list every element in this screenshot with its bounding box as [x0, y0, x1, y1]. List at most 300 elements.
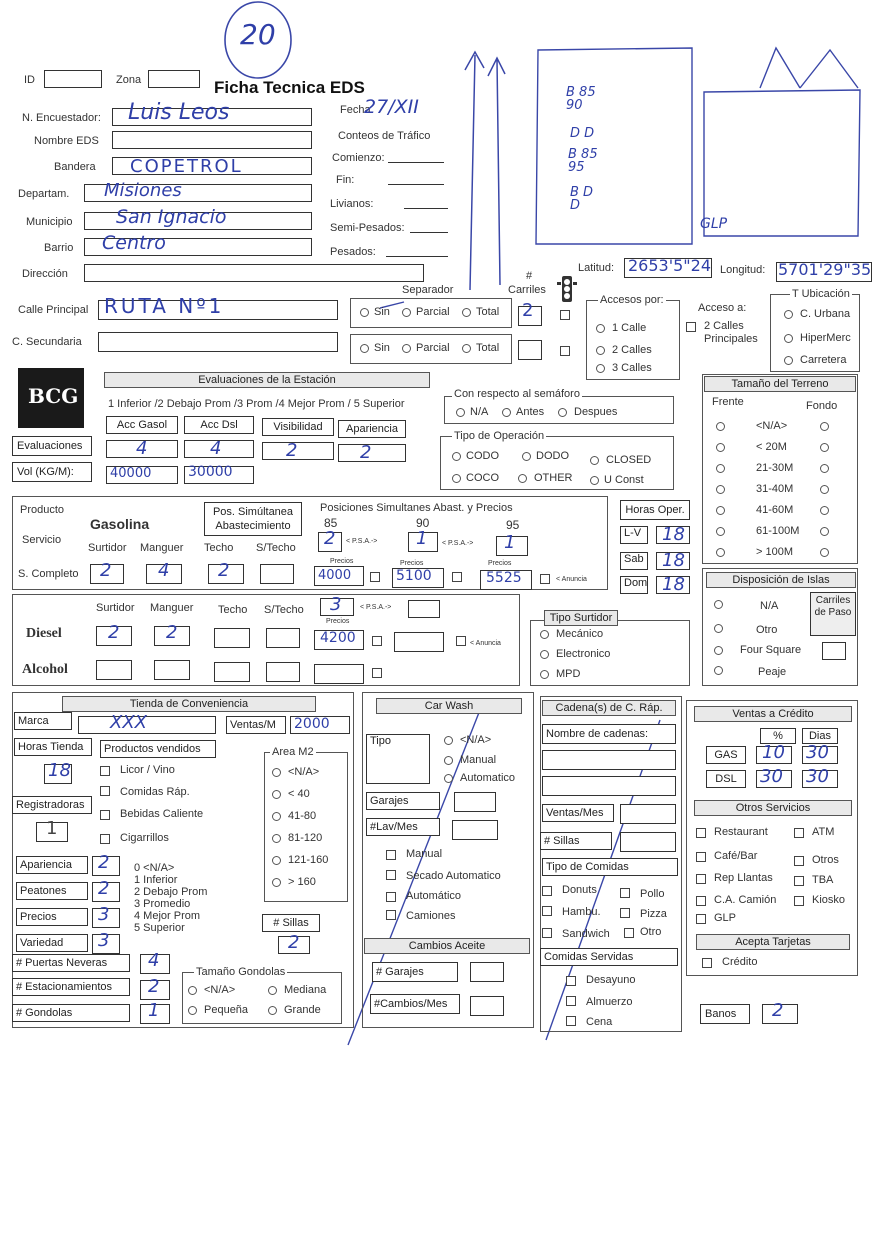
note-glp: GLP	[700, 216, 728, 232]
anuncia-label: < Anuncia	[556, 576, 587, 583]
precios-label-95: Precios	[488, 560, 512, 567]
tipo-hambu-check[interactable]	[542, 906, 552, 916]
op-codo-radio[interactable]	[452, 452, 461, 461]
terreno-size-label: <N/A>	[756, 420, 788, 432]
puertas-value: 4	[148, 950, 160, 971]
terreno-fondo-radio[interactable]	[820, 506, 829, 515]
terreno-frente-radio[interactable]	[716, 548, 725, 557]
evaluaciones-header: Evaluaciones de la Estación	[104, 372, 430, 388]
islas-peaje-label: Peaje	[758, 666, 787, 678]
horas-sab-label: Sab	[620, 552, 648, 570]
cw-auto-label: Automatico	[460, 772, 516, 784]
col-acc-dsl: Acc Dsl	[184, 416, 254, 434]
terreno-frente-radio[interactable]	[716, 464, 725, 473]
terreno-fondo-radio[interactable]	[820, 485, 829, 494]
carwash-tipo-label: Tipo	[366, 734, 430, 784]
otros-label: ATM	[812, 826, 835, 838]
otros-label: Café/Bar	[714, 850, 758, 862]
zona-label: Zona	[116, 74, 142, 86]
diesel-label: Diesel	[26, 626, 62, 641]
acceso-3-radio[interactable]	[596, 364, 605, 373]
ub-carretera-label: Carretera	[800, 354, 847, 366]
semaforo-despues-label: Despues	[574, 406, 618, 418]
horas-tienda-label: Horas Tienda	[14, 738, 92, 756]
acceso-a-check[interactable]	[686, 322, 696, 332]
diesel-col-stecho: S/Techo	[264, 604, 304, 616]
terreno-frente-label: Frente	[712, 396, 744, 408]
ub-urbana-label: C. Urbana	[800, 308, 851, 320]
productos-label: Productos vendidos	[100, 740, 216, 758]
bcg-logo-text: BCG	[28, 384, 79, 408]
sep2-parcial-radio[interactable]	[402, 344, 411, 353]
longitud-value: 5701'29"35	[778, 260, 872, 279]
s-completo-label: S. Completo	[18, 568, 79, 580]
otros-check[interactable]	[696, 852, 706, 862]
lav-field[interactable]	[452, 820, 498, 840]
credito-dsl-label: DSL	[706, 770, 746, 788]
carriles-1-check[interactable]	[560, 310, 570, 320]
ub-urbana-radio[interactable]	[784, 310, 793, 319]
surtidor-mecanico-label: Mecánico	[556, 628, 604, 640]
conteos-label: Conteos de Tráfico	[338, 130, 431, 142]
otros-label: Restaurant	[714, 826, 768, 838]
horas-sab-value: 18	[662, 550, 685, 571]
alcohol-label: Alcohol	[22, 662, 68, 677]
diesel-techo-field[interactable]	[214, 628, 250, 648]
sep1-total-radio[interactable]	[462, 308, 471, 317]
sep1-total-label: Total	[476, 306, 500, 318]
note-code-2: D D	[570, 126, 595, 141]
terreno-fondo-radio[interactable]	[820, 548, 829, 557]
evaluaciones-scale: 1 Inferior /2 Debajo Prom /3 Prom /4 Mejor Prom / 5 Superior	[108, 398, 405, 410]
otros-check[interactable]	[696, 914, 706, 924]
semaforo-na-radio[interactable]	[456, 408, 465, 417]
islas-na-radio[interactable]	[714, 600, 723, 609]
eval-visibilidad-field[interactable]	[262, 442, 334, 460]
terreno-size-label: > 100M	[756, 546, 793, 558]
anuncia-90-check[interactable]	[452, 572, 462, 582]
tipo-sandwich-label: Sandwich	[562, 928, 610, 940]
carriles-hash: #	[526, 270, 533, 282]
sep2-total-label: Total	[476, 342, 500, 354]
diesel-psa-2-field[interactable]	[408, 600, 440, 618]
anuncia-85-check[interactable]	[370, 572, 380, 582]
tipo-donuts-check[interactable]	[542, 886, 552, 896]
credito-gas-pct: 10	[762, 742, 785, 763]
sep1-parcial-label: Parcial	[416, 306, 450, 318]
islas-peaje-radio[interactable]	[714, 666, 723, 675]
surtidor-mecanico-radio[interactable]	[540, 630, 549, 639]
otros-label: Kiosko	[812, 894, 846, 906]
op-uconst-label: U Const	[604, 474, 644, 486]
credito-gas-label: GAS	[706, 746, 746, 764]
cw-na-radio[interactable]	[444, 736, 453, 745]
municipio-value: San Ignacio	[116, 206, 227, 228]
islas-header: Disposición de Islas	[706, 572, 856, 588]
area-option-label: < 40	[288, 788, 310, 800]
separador-label: Separador	[402, 284, 454, 296]
tipo-pollo-check[interactable]	[620, 888, 630, 898]
tam-pequena-radio[interactable]	[188, 1006, 197, 1015]
acceso-3-label: 3 Calles	[612, 362, 652, 374]
ventas-label: Ventas/M	[226, 716, 286, 734]
gasolina-label: Gasolina	[90, 516, 150, 532]
id-label: ID	[24, 74, 35, 86]
prod-licor-check[interactable]	[100, 766, 110, 776]
col-stecho: S/Techo	[256, 542, 296, 554]
diesel-anuncia-label: < Anuncia	[470, 640, 501, 647]
puertas-label: # Puertas Neveras	[12, 954, 130, 972]
cw-serv-camiones-check[interactable]	[386, 910, 396, 920]
rating-row-label: Peatones	[16, 882, 88, 900]
tipo-pollo-label: Pollo	[640, 888, 665, 900]
tam-grande-label: Grande	[284, 1004, 321, 1016]
tam-grande-radio[interactable]	[268, 1006, 277, 1015]
ub-hipermerc-radio[interactable]	[784, 334, 793, 343]
horas-lv-label: L-V	[620, 526, 648, 544]
otros-check[interactable]	[794, 896, 804, 906]
note-code-3: B 85 95	[568, 147, 598, 175]
serv-almuerzo-label: Almuerzo	[586, 996, 633, 1008]
rating-value: 3	[98, 904, 110, 925]
otros-check[interactable]	[794, 828, 804, 838]
acceso-2-label: 2 Calles	[612, 344, 652, 356]
pesados-label: Pesados:	[330, 246, 376, 258]
islas-foursquare-label: Four Square	[740, 644, 802, 656]
cw-serv-secado-check[interactable]	[386, 870, 396, 880]
pesados-line[interactable]	[386, 256, 448, 257]
alcohol-anuncia-check[interactable]	[372, 668, 382, 678]
otros-check[interactable]	[696, 896, 706, 906]
prod-cigarrillos-check[interactable]	[100, 834, 110, 844]
otros-servicios-header: Otros Servicios	[694, 800, 852, 816]
anuncia-95-check[interactable]	[540, 574, 550, 584]
tipo-sandwich-check[interactable]	[542, 928, 552, 938]
rating-row-label: Precios	[16, 908, 88, 926]
sc-stecho-field[interactable]	[260, 564, 294, 584]
diesel-anuncia-check[interactable]	[372, 636, 382, 646]
sep1-sin-radio[interactable]	[360, 308, 369, 317]
municipio-label: Municipio	[26, 216, 73, 228]
diesel-stecho-field[interactable]	[266, 628, 300, 648]
cadena-tipo-label: Tipo de Comidas	[542, 858, 678, 876]
operacion-label: Tipo de Operación	[454, 430, 545, 442]
col-techo: Techo	[204, 542, 234, 554]
alcohol-surtidor-field[interactable]	[96, 660, 132, 680]
accesos-label: Accesos por:	[600, 294, 664, 306]
sep2-total-radio[interactable]	[462, 344, 471, 353]
terreno-size-label: 31-40M	[756, 483, 794, 495]
otros-check[interactable]	[794, 856, 804, 866]
marca-value: XXX	[110, 712, 147, 733]
note-code-4: B D D	[570, 185, 594, 213]
rating-value: 2	[98, 852, 110, 873]
terreno-fondo-radio[interactable]	[820, 527, 829, 536]
barrio-value: Centro	[102, 232, 166, 254]
octane-90: 90	[416, 516, 430, 530]
diesel-psa-value: 3	[330, 594, 342, 615]
diesel-surtidor-value: 2	[108, 622, 120, 643]
registradoras-label: Registradoras	[12, 796, 92, 814]
credito-gas-dias: 30	[806, 742, 829, 763]
tipo-pizza-check[interactable]	[620, 908, 630, 918]
diesel-price-value: 4200	[320, 630, 356, 646]
area-radio[interactable]	[272, 834, 281, 843]
eval-apariencia-field[interactable]	[338, 444, 406, 462]
serv-desayuno-check[interactable]	[566, 976, 576, 986]
terreno-frente-radio[interactable]	[716, 506, 725, 515]
serv-desayuno-label: Desayuno	[586, 974, 636, 986]
direccion-field[interactable]	[84, 264, 424, 282]
cambios-mes-field[interactable]	[470, 996, 504, 1016]
carriles-2-field[interactable]	[518, 340, 542, 360]
terreno-fondo-radio[interactable]	[820, 443, 829, 452]
cadena-nombre-1[interactable]	[542, 750, 676, 770]
vol-label: Vol (KG/M):	[12, 462, 92, 482]
cadena-sillas-field[interactable]	[620, 832, 676, 852]
marca-label: Marca	[14, 712, 72, 730]
horas-dom-label: Dom	[620, 576, 648, 594]
zona-field[interactable]	[148, 70, 200, 88]
credito-tarjeta-check[interactable]	[702, 958, 712, 968]
terreno-frente-radio[interactable]	[716, 422, 725, 431]
sc-manguer-value: 4	[158, 560, 170, 581]
tipo-otro-check[interactable]	[624, 928, 634, 938]
nombre-label: Nombre EDS	[34, 135, 99, 147]
islas-otro-radio[interactable]	[714, 624, 723, 633]
op-closed-label: CLOSED	[606, 454, 652, 466]
credito-dsl-pct: 30	[760, 766, 783, 787]
psa-90-value: 1	[416, 528, 428, 549]
otros-label: C.A. Camión	[714, 894, 777, 906]
latitud-label: Latitud:	[578, 262, 615, 274]
lav-label: #Lav/Mes	[366, 818, 440, 836]
area-radio[interactable]	[272, 812, 281, 821]
col-surtidor: Surtidor	[88, 542, 127, 554]
comienzo-line[interactable]	[388, 162, 444, 163]
tam-mediana-label: Mediana	[284, 984, 327, 996]
calle-principal-label: Calle Principal	[18, 304, 89, 316]
surtidor-label: Tipo Surtidor	[544, 610, 618, 626]
area-option-label: 81-120	[288, 832, 323, 844]
cw-serv-auto-label: Automático	[406, 890, 462, 902]
credito-pct-label: %	[760, 728, 796, 744]
op-codo-label: CODO	[466, 450, 499, 462]
otros-check[interactable]	[696, 828, 706, 838]
banos-value: 2	[772, 1000, 784, 1021]
estacionamientos-label: # Estacionamientos	[12, 978, 130, 996]
serv-almuerzo-check[interactable]	[566, 996, 576, 1006]
alcohol-price-field[interactable]	[314, 664, 364, 684]
diesel-price-2-field[interactable]	[394, 632, 444, 652]
alcohol-stecho-field[interactable]	[266, 662, 300, 682]
surtidor-mpd-label: MPD	[556, 668, 581, 680]
carwash-header: Car Wash	[376, 698, 522, 714]
area-radio[interactable]	[272, 768, 281, 777]
registradoras-value: 1	[46, 818, 58, 839]
sep2-sin-label: Sin	[374, 342, 390, 354]
col-manguer: Manguer	[140, 542, 184, 554]
comienzo-label: Comienzo:	[332, 152, 385, 164]
calle-secundaria-field[interactable]	[98, 332, 338, 352]
cambios-garajes-label: # Garajes	[372, 962, 458, 982]
servicio-label: Servicio	[22, 534, 62, 546]
op-uconst-radio[interactable]	[590, 476, 599, 485]
tam-na-label: <N/A>	[204, 984, 236, 996]
tipo-pizza-label: Pizza	[640, 908, 667, 920]
encuestador-value: Luis Leos	[128, 100, 230, 125]
scale-option-label: 2 Debajo Prom	[134, 886, 208, 898]
scale-option-label: 4 Mejor Prom	[134, 910, 201, 922]
sep2-sin-radio[interactable]	[360, 344, 369, 353]
cambios-header: Cambios Aceite	[364, 938, 530, 954]
calle-secundaria-label: C. Secundaria	[12, 336, 82, 348]
op-coco-radio[interactable]	[452, 474, 461, 483]
cadena-header: Cadena(s) de C. Ráp.	[542, 700, 676, 716]
pos-simultanea-label: Pos. Simúltanea Abastecimiento	[204, 502, 302, 536]
horas-oper-label: Horas Oper.	[620, 500, 690, 520]
gondolas-label: # Gondolas	[12, 1004, 130, 1022]
cw-serv-manual-label: Manual	[406, 848, 443, 860]
livianos-line[interactable]	[404, 208, 448, 209]
eval-acc-dsl-value: 4	[210, 438, 222, 459]
alcohol-techo-field[interactable]	[214, 662, 250, 682]
credito-dsl-dias: 30	[806, 766, 829, 787]
cw-serv-secado-label: Secado Automatico	[406, 870, 501, 882]
sep2-parcial-label: Parcial	[416, 342, 450, 354]
tipo-donuts-label: Donuts	[562, 884, 597, 896]
vol-dsl-value: 30000	[188, 464, 233, 480]
fin-line[interactable]	[388, 184, 444, 185]
surtidor-mpd-radio[interactable]	[540, 670, 549, 679]
semaforo-despues-radio[interactable]	[558, 408, 567, 417]
rating-value: 3	[98, 930, 110, 951]
id-field[interactable]	[44, 70, 102, 88]
area-radio[interactable]	[272, 878, 281, 887]
rating-value: 2	[98, 878, 110, 899]
garajes-field[interactable]	[454, 792, 496, 812]
carriles-2-check[interactable]	[560, 346, 570, 356]
terreno-frente-radio[interactable]	[716, 443, 725, 452]
otros-label: Rep Llantas	[714, 872, 773, 884]
serv-cena-check[interactable]	[566, 1016, 576, 1026]
otros-check[interactable]	[794, 876, 804, 886]
acceso-a-option: 2 Calles Principales	[704, 320, 758, 345]
cadena-servidas-label: Comidas Servidas	[540, 948, 678, 966]
semaforo-antes-radio[interactable]	[502, 408, 511, 417]
serv-cena-label: Cena	[586, 1016, 613, 1028]
prod-bebidas-check[interactable]	[100, 810, 110, 820]
prod-licor-label: Licor / Vino	[120, 764, 175, 776]
cw-serv-camiones-label: Camiones	[406, 910, 456, 922]
cw-auto-radio[interactable]	[444, 774, 453, 783]
carriles-paso-field[interactable]	[822, 642, 846, 660]
islas-na-label: N/A	[760, 600, 779, 612]
col-visibilidad: Visibilidad	[262, 418, 334, 436]
acceso-1-radio[interactable]	[596, 324, 605, 333]
terreno-size-label: 61-100M	[756, 525, 800, 537]
diesel-col-techo: Techo	[218, 604, 248, 616]
prod-comidas-check[interactable]	[100, 786, 110, 796]
departam-label: Departam.	[18, 188, 70, 200]
scale-option-label: 0 <N/A>	[134, 862, 175, 874]
fecha-label: Fecha	[340, 104, 371, 116]
area-radio[interactable]	[272, 856, 281, 865]
bandera-value: COPETROL	[130, 156, 243, 177]
traffic-light-icon	[556, 274, 578, 304]
tienda-header: Tienda de Conveniencia	[62, 696, 316, 712]
prod-comidas-label: Comidas Ráp.	[120, 786, 190, 798]
nombre-field[interactable]	[112, 131, 312, 149]
diesel-anuncia-2-check[interactable]	[456, 636, 466, 646]
cambios-garajes-field[interactable]	[470, 962, 504, 982]
cadena-nombre-2[interactable]	[542, 776, 676, 796]
carriles-paso-label: Carriles de Paso	[810, 592, 856, 636]
acceso-2-radio[interactable]	[596, 346, 605, 355]
barrio-label: Barrio	[44, 242, 74, 254]
price-85-value: 4000	[318, 568, 352, 583]
op-coco-label: COCO	[466, 472, 499, 484]
semaforo-antes-label: Antes	[516, 406, 545, 418]
otros-label: Otros	[812, 854, 839, 866]
psa-95-value: 1	[504, 532, 516, 553]
islas-foursquare-radio[interactable]	[714, 646, 723, 655]
otros-label: GLP	[714, 912, 737, 924]
diesel-psa-label: < P.S.A.->	[360, 604, 392, 611]
terreno-fondo-radio[interactable]	[820, 464, 829, 473]
op-other-radio[interactable]	[518, 474, 527, 483]
price-90-value: 5100	[396, 568, 432, 584]
semi-line[interactable]	[410, 232, 448, 233]
otros-check[interactable]	[696, 874, 706, 884]
alcohol-manguer-field[interactable]	[154, 660, 190, 680]
col-acc-gasol: Acc Gasol	[106, 416, 178, 434]
scale-option-label: 5 Superior	[134, 922, 185, 934]
prod-bebidas-label: Bebidas Caliente	[120, 808, 204, 820]
op-closed-radio[interactable]	[590, 456, 599, 465]
ub-hipermerc-label: HiperMerc	[800, 332, 851, 344]
sep1-parcial-radio[interactable]	[402, 308, 411, 317]
psa-85-value: 2	[324, 528, 336, 549]
cadena-ventas-field[interactable]	[620, 804, 676, 824]
evaluaciones-label: Evaluaciones	[12, 436, 92, 456]
diesel-col-surtidor: Surtidor	[96, 602, 135, 614]
cw-serv-auto-check[interactable]	[386, 892, 396, 902]
tam-mediana-radio[interactable]	[268, 986, 277, 995]
tam-na-radio[interactable]	[188, 986, 197, 995]
surtidor-electronico-radio[interactable]	[540, 650, 549, 659]
op-other-label: OTHER	[534, 472, 573, 484]
terreno-frente-radio[interactable]	[716, 485, 725, 494]
area-option-label: <N/A>	[288, 766, 320, 778]
ub-carretera-radio[interactable]	[784, 356, 793, 365]
area-radio[interactable]	[272, 790, 281, 799]
cw-serv-manual-check[interactable]	[386, 850, 396, 860]
cw-manual-label: Manual	[460, 754, 497, 766]
marca-field[interactable]	[78, 716, 216, 734]
precios-label-85: Precios	[330, 558, 354, 565]
vol-gasol-value: 40000	[110, 466, 152, 481]
terreno-fondo-radio[interactable]	[820, 422, 829, 431]
pos-prices-label: Posiciones Simultanes Abast. y Precios	[320, 502, 513, 514]
op-dodo-radio[interactable]	[522, 452, 531, 461]
diesel-manguer-value: 2	[166, 622, 178, 643]
terreno-frente-radio[interactable]	[716, 527, 725, 536]
cambios-mes-label: #Cambios/Mes	[370, 994, 460, 1014]
cw-manual-radio[interactable]	[444, 756, 453, 765]
tam-pequena-label: Pequeña	[204, 1004, 249, 1016]
fin-label: Fin:	[336, 174, 355, 186]
